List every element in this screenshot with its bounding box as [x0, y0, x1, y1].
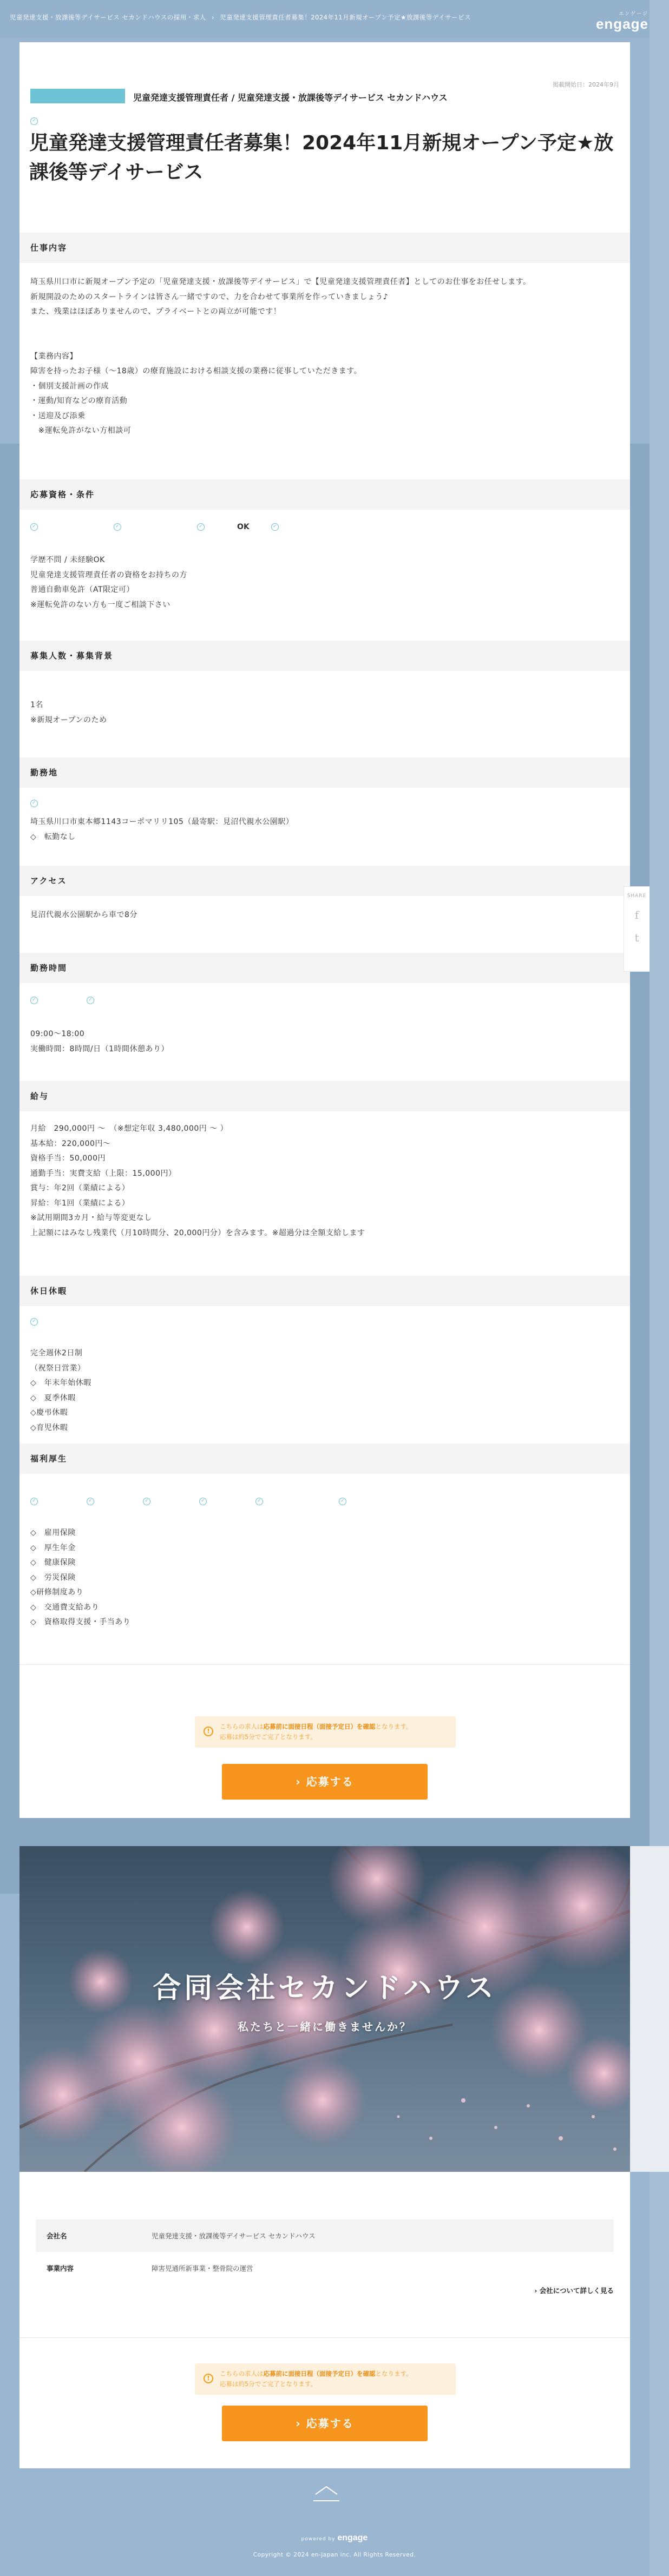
- section-body-openings: 1名 ※新規オープンのため: [30, 701, 107, 724]
- section-body-hours: 09:00～18:00 実働時間：8時間/日（1時間休憩あり）: [30, 1030, 169, 1053]
- breadcrumb-separator: ›: [211, 14, 215, 21]
- check-icon: ✓: [30, 1318, 38, 1326]
- table-row: 事業内容 障害児通所新事業・整骨院の運営: [47, 2264, 253, 2272]
- logo-text: engage: [595, 16, 648, 32]
- breadcrumb-item-job: 児童発達支援管理責任者募集！2024年11月新規オープン予定★放課後等デイサービス: [220, 14, 471, 21]
- check-icon: ✓: [30, 523, 38, 531]
- job-type-tag: [30, 89, 125, 103]
- share-label: SHARE: [627, 893, 647, 899]
- check-icon: ✓: [114, 523, 121, 531]
- qualification-icons: [30, 523, 355, 531]
- qualification-icon-item: [114, 523, 127, 531]
- cherry-blossom-illustration: [19, 1846, 630, 2172]
- share-widget: [624, 886, 650, 972]
- section-body-holidays: 完全週休2日制 （祝祭日営業） ◇ 年末年始休暇 ◇ 夏季休暇 ◇慶弔休暇 ◇育児休暇: [30, 1349, 91, 1432]
- section-heading-work: 仕事内容: [19, 233, 630, 263]
- hero-side-strip: [630, 1846, 669, 2172]
- section-heading-benefits: 福利厚生: [19, 1444, 630, 1474]
- section-heading-access: アクセス: [19, 866, 630, 896]
- check-icon: ✓: [143, 1498, 150, 1505]
- section-body-benefits: ◇ 雇用保険 ◇ 厚生年金 ◇ 健康保険 ◇ 労災保険 ◇研修制度あり ◇ 交通費支給あり ◇ 資格取得支援・手当あり: [30, 1529, 131, 1626]
- qualification-icon-item: OK: [237, 523, 250, 531]
- job-title: 児童発達支援管理責任者募集！2024年11月新規オープン予定★放課後等デイサービス: [29, 132, 614, 183]
- section-body-qualifications: 学歴不問 / 未経験OK 児童発達支援管理責任者の資格をお持ちの方 普通自動車免許（AT限定可） ※運転免許のない方も一度ご相談下さい: [30, 556, 187, 609]
- check-icon: ✓: [197, 523, 205, 531]
- divider: [19, 2337, 630, 2338]
- logo-sub: エンゲージ: [619, 11, 648, 17]
- section-heading-salary: 給与: [19, 1081, 630, 1111]
- qualification-icon-item: [271, 523, 284, 531]
- twitter-icon[interactable]: t: [634, 931, 639, 944]
- table-row: 会社名 児童発達支援・放課後等デイサービス セカンドハウス: [36, 2219, 614, 2252]
- qualification-icon-item: [197, 523, 210, 531]
- company-info-table: [36, 2219, 614, 2284]
- published-date: 掲載開始日：2024年9月: [553, 81, 619, 88]
- info-icon: !: [204, 1727, 213, 1736]
- check-icon: ✓: [87, 997, 94, 1004]
- section-heading-location: 勤務地: [19, 757, 630, 788]
- job-department: 児童発達支援管理責任者 / 児童発達支援・放課後等デイサービス セカンドハウス: [133, 93, 448, 103]
- benefit-icons: [30, 1498, 346, 1505]
- company-hero-image: [19, 1846, 630, 2172]
- check-icon: ✓: [30, 1498, 38, 1505]
- breadcrumb: [10, 13, 474, 22]
- info-icon: !: [204, 2374, 213, 2383]
- breadcrumb-item-company[interactable]: 児童発達支援・放課後等デイサービス セカンドハウスの採用・求人: [10, 14, 206, 21]
- page-top-icon[interactable]: [311, 2482, 342, 2504]
- hours-icons: [30, 997, 94, 1004]
- section-body-location: 埼玉県川口市東本郷1143コーポマリリ105（最寄駅：見沼代親水公園駅） ◇ 転勤なし: [30, 818, 294, 841]
- check-icon: ✓: [271, 523, 279, 531]
- check-icon: ✓: [255, 1498, 263, 1505]
- holiday-icons: [30, 1318, 38, 1326]
- qualification-icon-item: [30, 523, 43, 531]
- section-body-access: 見沼代親水公園駅から車で8分: [30, 911, 137, 919]
- top-bar: [0, 0, 669, 38]
- section-body-salary: 月給 290,000円 ～ （※想定年収 3,480,000円 ～ ） 基本給：220,000円～ 資格手当：50,000円 通勤手当：実費支給（上限：15,000円） 賞与：年2回（業績による） 昇給：年1回（業績による） ※試用期間3カ月・給与等変更なし 上記額にはみなし残業代（月10時間分、20,000円分）を含みます。※超過分は全額支給します: [30, 1124, 365, 1237]
- company-more-link[interactable]: › 会社について詳しく見る: [534, 2287, 614, 2295]
- check-icon: ✓: [30, 997, 38, 1004]
- check-icon: ✓: [339, 1498, 346, 1505]
- powered-by: powered by engage: [301, 2533, 368, 2542]
- section-heading-hours: 勤務時間: [19, 953, 630, 983]
- engage-logo[interactable]: [596, 10, 648, 31]
- check-icon: ✓: [30, 800, 38, 807]
- location-icons: [30, 800, 38, 807]
- job-detail-card: [19, 42, 630, 1818]
- section-heading-holidays: 休日休暇: [19, 1276, 630, 1306]
- apply-button[interactable]: › 応募する: [222, 1764, 428, 1800]
- apply-notice: ! こちらの求人は応募前に面接日程（面接予定日）を確認となります。 応募は約5分でご完了となります。: [195, 2363, 456, 2395]
- company-card: [19, 1846, 630, 2468]
- apply-button[interactable]: › 応募する: [222, 2406, 428, 2441]
- apply-notice: ! こちらの求人は応募前に面接日程（面接予定日）を確認となります。 応募は約5分でご完了となります。: [195, 1716, 456, 1748]
- company-name: 合同会社セカンドハウス: [153, 1972, 497, 2005]
- check-icon: ✓: [87, 1498, 94, 1505]
- check-icon: ✓: [199, 1498, 207, 1505]
- section-heading-qualifications: 応募資格・条件: [19, 479, 630, 510]
- facebook-icon[interactable]: f: [634, 908, 639, 921]
- company-tagline: 私たちと一緒に働きませんか？: [238, 2020, 412, 2033]
- copyright: Copyright © 2024 en-japan inc. All Rights Reserved.: [253, 2552, 416, 2558]
- right-rail: [650, 0, 669, 2576]
- check-icon: ✓: [30, 114, 38, 125]
- section-heading-openings: 募集人数・募集背景: [19, 641, 630, 671]
- divider: [19, 1664, 630, 1665]
- footer-logo[interactable]: engage: [337, 2533, 368, 2542]
- section-body-work: 埼玉県川口市に新規オープン予定の「児童発達支援・放課後等デイサービス」で【児童発達支援管理責任者】としてのお仕事をお任せします。 新規開設のためのスタートラインは皆さん一緒ですので、力を合わせて事業所を作っていきましょう♪ また、残業はほぼありませんので、プライベートとの両立が可能です！ 【業務内容】 障害を持ったお子様（～18歳）の療育施設における相談支援の業務に従事していただきます。 ・個別支援計画の作成 ・運動/知育などの療育活動 ・送迎及び添乗 ※運転免許がない方相談可: [30, 278, 531, 435]
